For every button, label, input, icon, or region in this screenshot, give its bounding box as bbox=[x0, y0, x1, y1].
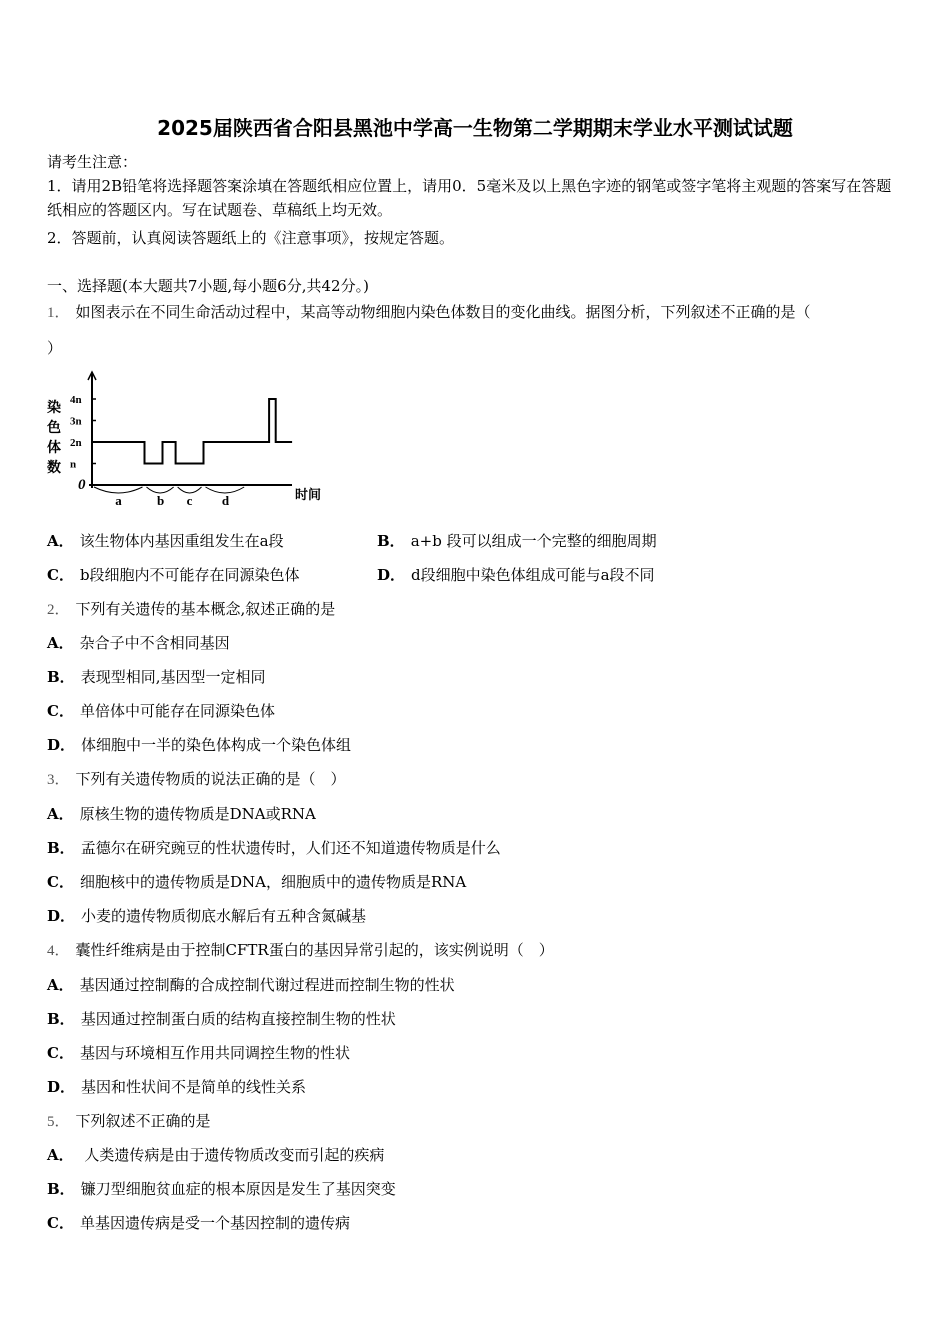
q4-option-b-text: 基因通过控制蛋白质的结构直接控制生物的性状 bbox=[80, 1010, 396, 1028]
q3-option-b[interactable] bbox=[47, 838, 501, 858]
notice-item-1: 1．请用2B铅笔将选择题答案涂填在答题纸相应位置上，请用0．5毫米及以上黑色字迹的钢笔或签字笔将主观题的答案写在答题纸相应的答题区内。写在试题卷、草稿纸上均无效。 bbox=[47, 177, 892, 219]
q4-option-a-text: 基因通过控制酶的合成控制代谢过程进而控制生物的性状 bbox=[79, 976, 455, 994]
page-title: 2025届陕西省合阳县黑池中学高一生物第二学期期末学业水平测试试题 bbox=[157, 116, 793, 140]
q4-option-b-label: B． bbox=[47, 1010, 75, 1028]
q2-option-d-text: 体细胞中一半的染色体构成一个染色体组 bbox=[81, 736, 352, 754]
q2-option-b-label: B． bbox=[47, 668, 75, 686]
q3-option-a-text: 原核生物的遗传物质是DNA或RNA bbox=[79, 805, 316, 823]
q1-option-d[interactable] bbox=[377, 565, 655, 585]
q1-stem-end: ） bbox=[47, 339, 63, 357]
q4-option-d-text: 基因和性状间不是简单的线性关系 bbox=[81, 1078, 307, 1096]
notice-item-2: 2．答题前，认真阅读答题纸上的《注意事项》，按规定答题。 bbox=[47, 229, 455, 247]
q3-option-d-label: D． bbox=[47, 907, 76, 925]
q4-option-a[interactable] bbox=[47, 975, 455, 995]
chromosome-number-line bbox=[92, 399, 292, 464]
q1-option-d-label: D． bbox=[377, 566, 406, 584]
q5-number: 5． bbox=[47, 1114, 70, 1130]
q2-stem bbox=[47, 599, 335, 620]
q1-option-c[interactable] bbox=[47, 565, 300, 585]
x-segment-label-c: c bbox=[186, 493, 193, 508]
q2-option-c-text: 单倍体中可能存在同源染色体 bbox=[79, 702, 275, 720]
y-axis-title bbox=[46, 399, 61, 476]
q2-option-d[interactable] bbox=[47, 735, 351, 755]
q1-option-a[interactable] bbox=[47, 531, 284, 551]
q4-number: 4． bbox=[47, 943, 70, 959]
q2-stem-text: 下列有关遗传的基本概念,叙述正确的是 bbox=[75, 600, 336, 618]
q2-number: 2． bbox=[47, 602, 70, 618]
q2-option-a-text: 杂合子中不含相同基因 bbox=[79, 634, 230, 652]
q2-option-c-label: C． bbox=[47, 702, 74, 720]
q5-option-c[interactable] bbox=[47, 1213, 350, 1233]
q3-option-c[interactable] bbox=[47, 872, 466, 892]
q1-option-a-text: 该生物体内基因重组发生在a段 bbox=[79, 532, 284, 550]
y-tick-label: 0 bbox=[78, 477, 86, 493]
q2-option-b[interactable] bbox=[47, 667, 265, 687]
q4-option-c-text: 基因与环境相互作用共同调控生物的性状 bbox=[79, 1044, 350, 1062]
q4-option-b[interactable] bbox=[47, 1009, 396, 1029]
y-tick-label: 4n bbox=[70, 394, 82, 406]
x-segment-label-a: a bbox=[115, 493, 122, 508]
q4-option-c-label: C． bbox=[47, 1044, 74, 1062]
svg-text:体: 体 bbox=[47, 441, 61, 456]
q5-option-b-label: B． bbox=[47, 1180, 75, 1198]
q5-option-a[interactable] bbox=[47, 1145, 384, 1165]
q3-option-d[interactable] bbox=[47, 906, 366, 926]
q1-stem bbox=[47, 302, 811, 323]
q1-option-a-label: A． bbox=[47, 532, 74, 550]
notice-heading: 请考生注意： bbox=[47, 153, 138, 171]
q1-number: 1． bbox=[47, 305, 70, 321]
y-tick-label: 2n bbox=[70, 437, 82, 449]
q1-option-c-label: C． bbox=[47, 566, 74, 584]
q1-option-b-label: B． bbox=[377, 532, 405, 550]
q5-stem bbox=[47, 1111, 211, 1132]
y-tick-label: n bbox=[70, 458, 77, 471]
q3-option-d-text: 小麦的遗传物质彻底水解后有五种含氮碱基 bbox=[81, 907, 367, 925]
q5-option-b-text: 镰刀型细胞贫血症的根本原因是发生了基因突变 bbox=[80, 1180, 396, 1198]
q5-option-a-label: A． bbox=[47, 1146, 74, 1164]
q4-option-d-label: D． bbox=[47, 1078, 76, 1096]
q2-option-a-label: A． bbox=[47, 634, 74, 652]
q3-option-c-text: 细胞核中的遗传物质是DNA，细胞质中的遗传物质是RNA bbox=[79, 873, 467, 891]
q4-stem bbox=[47, 940, 554, 961]
q2-option-a[interactable] bbox=[47, 633, 230, 653]
q5-option-c-text: 单基因遗传病是受一个基因控制的遗传病 bbox=[79, 1214, 350, 1232]
q1-stem-text: 如图表示在不同生命活动过程中，某高等动物细胞内染色体数目的变化曲线。据图分析，下列叙述不正确的是（ bbox=[75, 303, 811, 321]
svg-text:色: 色 bbox=[47, 421, 61, 436]
y-tick-label: 3n bbox=[70, 415, 82, 428]
q2-option-d-label: D． bbox=[47, 736, 76, 754]
q3-option-c-label: C． bbox=[47, 873, 74, 891]
q3-option-a[interactable] bbox=[47, 804, 316, 824]
q4-option-a-label: A． bbox=[47, 976, 74, 994]
q1-option-d-text: d段细胞中染色体组成可能与a段不同 bbox=[411, 566, 655, 584]
q3-stem-text: 下列有关遗传物质的说法正确的是（ ） bbox=[75, 770, 346, 788]
q5-option-c-label: C． bbox=[47, 1214, 74, 1232]
q3-option-a-label: A． bbox=[47, 805, 74, 823]
q1-option-c-text: b段细胞内不可能存在同源染色体 bbox=[79, 566, 300, 584]
q1-option-b-text: a+b 段可以组成一个完整的细胞周期 bbox=[410, 532, 657, 550]
q4-option-d[interactable] bbox=[47, 1077, 306, 1097]
q3-option-b-text: 孟德尔在研究豌豆的性状遗传时，人们还不知道遗传物质是什么 bbox=[80, 839, 501, 857]
q3-option-b-label: B． bbox=[47, 839, 75, 857]
q2-option-c[interactable] bbox=[47, 701, 275, 721]
chromosome-chart bbox=[40, 368, 322, 513]
svg-text:染: 染 bbox=[47, 401, 61, 416]
q3-number: 3． bbox=[47, 772, 70, 788]
x-axis-label: 时间 bbox=[295, 487, 322, 502]
q4-stem-text: 囊性纤维病是由于控制CFTR蛋白的基因异常引起的，该实例说明（ ） bbox=[75, 941, 554, 959]
q4-option-c[interactable] bbox=[47, 1043, 350, 1063]
q3-stem bbox=[47, 769, 346, 790]
section-heading: 一、选择题(本大题共7小题,每小题6分,共42分。) bbox=[47, 277, 369, 295]
svg-text:数: 数 bbox=[47, 461, 61, 476]
q1-option-b[interactable] bbox=[377, 531, 657, 551]
q5-option-a-text: 人类遗传病是由于遗传物质改变而引起的疾病 bbox=[79, 1146, 385, 1164]
q5-option-b[interactable] bbox=[47, 1179, 396, 1199]
q5-stem-text: 下列叙述不正确的是 bbox=[75, 1112, 211, 1130]
x-segment-label-d: d bbox=[221, 493, 230, 508]
q2-option-b-text: 表现型相同,基因型一定相同 bbox=[80, 668, 266, 686]
x-segment-label-b: b bbox=[157, 493, 165, 508]
